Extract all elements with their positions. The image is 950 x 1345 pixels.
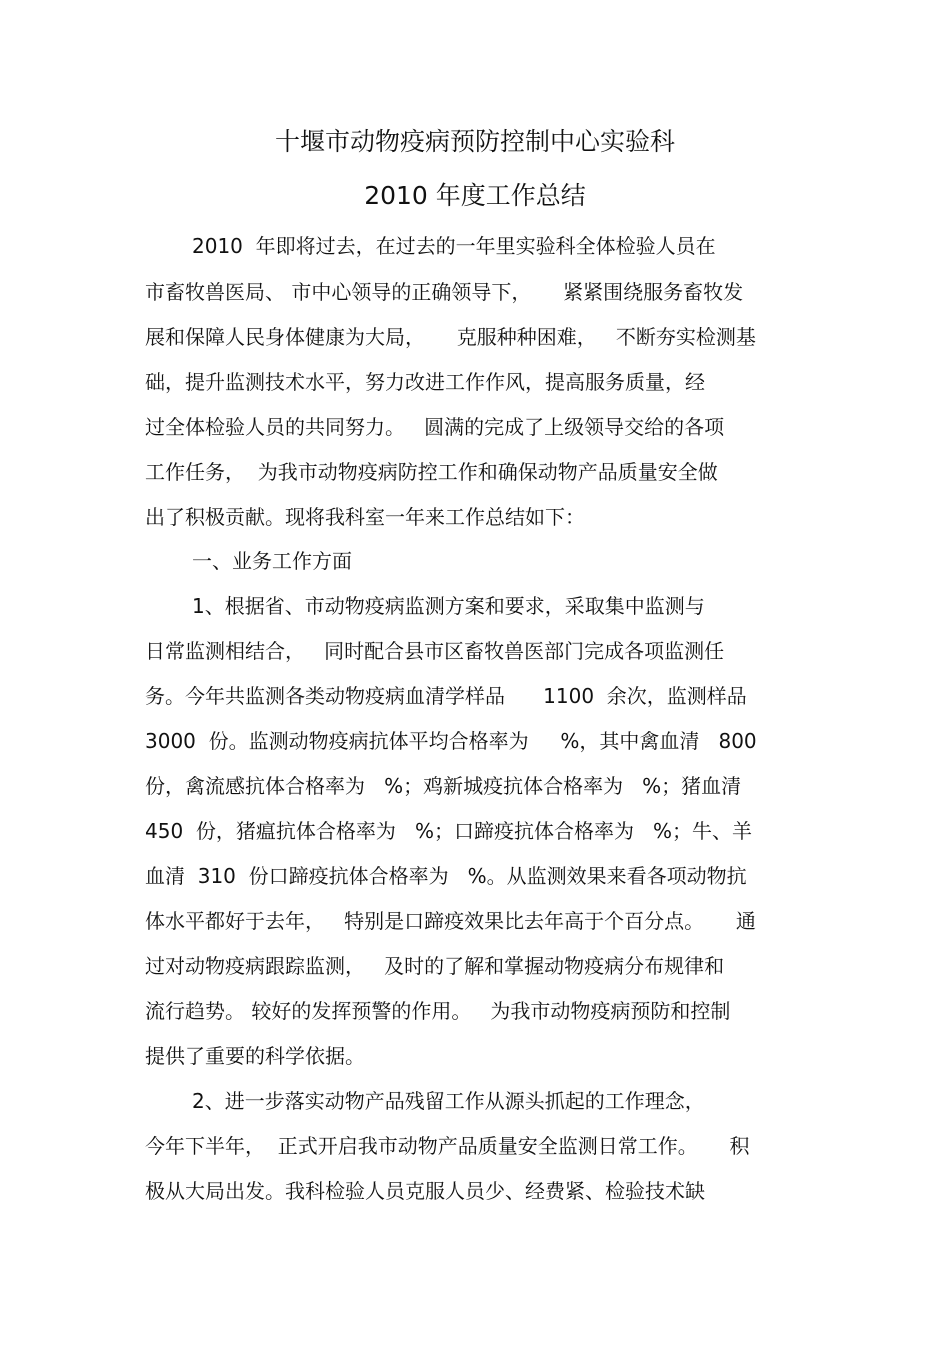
body-line: 体水平都好于去年， 特别是口蹄疫效果比去年高于个百分点。 通 xyxy=(145,909,756,933)
body-line: 2010 年即将过去，在过去的一年里实验科全体检验人员在 xyxy=(192,234,716,258)
body-line: 2、进一步落实动物产品残留工作从源头抓起的工作理念， xyxy=(192,1089,705,1113)
body-line: 展和保障人民身体健康为大局， 克服种种困难， 不断夯实检测基 xyxy=(145,325,756,349)
title-line-1: 十堰市动物疫病预防控制中心实验科 xyxy=(274,127,675,156)
body-line: 出了积极贡献。现将我科室一年来工作总结如下： xyxy=(145,505,585,529)
body-line: 1、根据省、市动物疫病监测方案和要求，采取集中监测与 xyxy=(192,594,705,618)
body-line: 极从大局出发。我科检验人员克服人员少、经费紧、检验技术缺 xyxy=(145,1179,705,1203)
body-line: 今年下半年， 正式开启我市动物产品质量安全监测日常工作。 积 xyxy=(145,1134,750,1158)
body-line: 3000 份。监测动物疫病抗体平均合格率为 %，其中禽血清 800 xyxy=(145,729,757,753)
body-line: 提供了重要的科学依据。 xyxy=(145,1044,365,1068)
body-line: 础，提升监测技术水平，努力改进工作作风，提高服务质量，经 xyxy=(145,370,705,394)
body-line: 份，禽流感抗体合格率为 %；鸡新城疫抗体合格率为 %；猪血清 xyxy=(145,774,742,798)
body-line: 流行趋势。 较好的发挥预警的作用。 为我市动物疫病预防和控制 xyxy=(145,999,731,1023)
body-line: 务。今年共监测各类动物疫病血清学样品 1100 余次，监测样品 xyxy=(145,684,747,708)
body-line: 日常监测相结合， 同时配合县市区畜牧兽医部门完成各项监测任 xyxy=(145,639,725,663)
section-heading: 一、业务工作方面 xyxy=(192,549,352,573)
body-line: 血清 310 份口蹄疫抗体合格率为 %。从监测效果来看各项动物抗 xyxy=(145,864,747,888)
body-line: 过对动物疫病跟踪监测， 及时的了解和掌握动物疫病分布规律和 xyxy=(145,954,725,978)
body-line: 市畜牧兽医局、 市中心领导的正确领导下， 紧紧围绕服务畜牧发 xyxy=(145,280,744,304)
title-line-2: 2010 年度工作总结 xyxy=(364,181,586,210)
body-line: 450 份，猪瘟抗体合格率为 %；口蹄疫抗体合格率为 %；牛、羊 xyxy=(145,819,753,843)
body-line: 工作任务， 为我市动物疫病防控工作和确保动物产品质量安全做 xyxy=(145,460,718,484)
body-line: 过全体检验人员的共同努力。 圆满的完成了上级领导交给的各项 xyxy=(145,415,725,439)
